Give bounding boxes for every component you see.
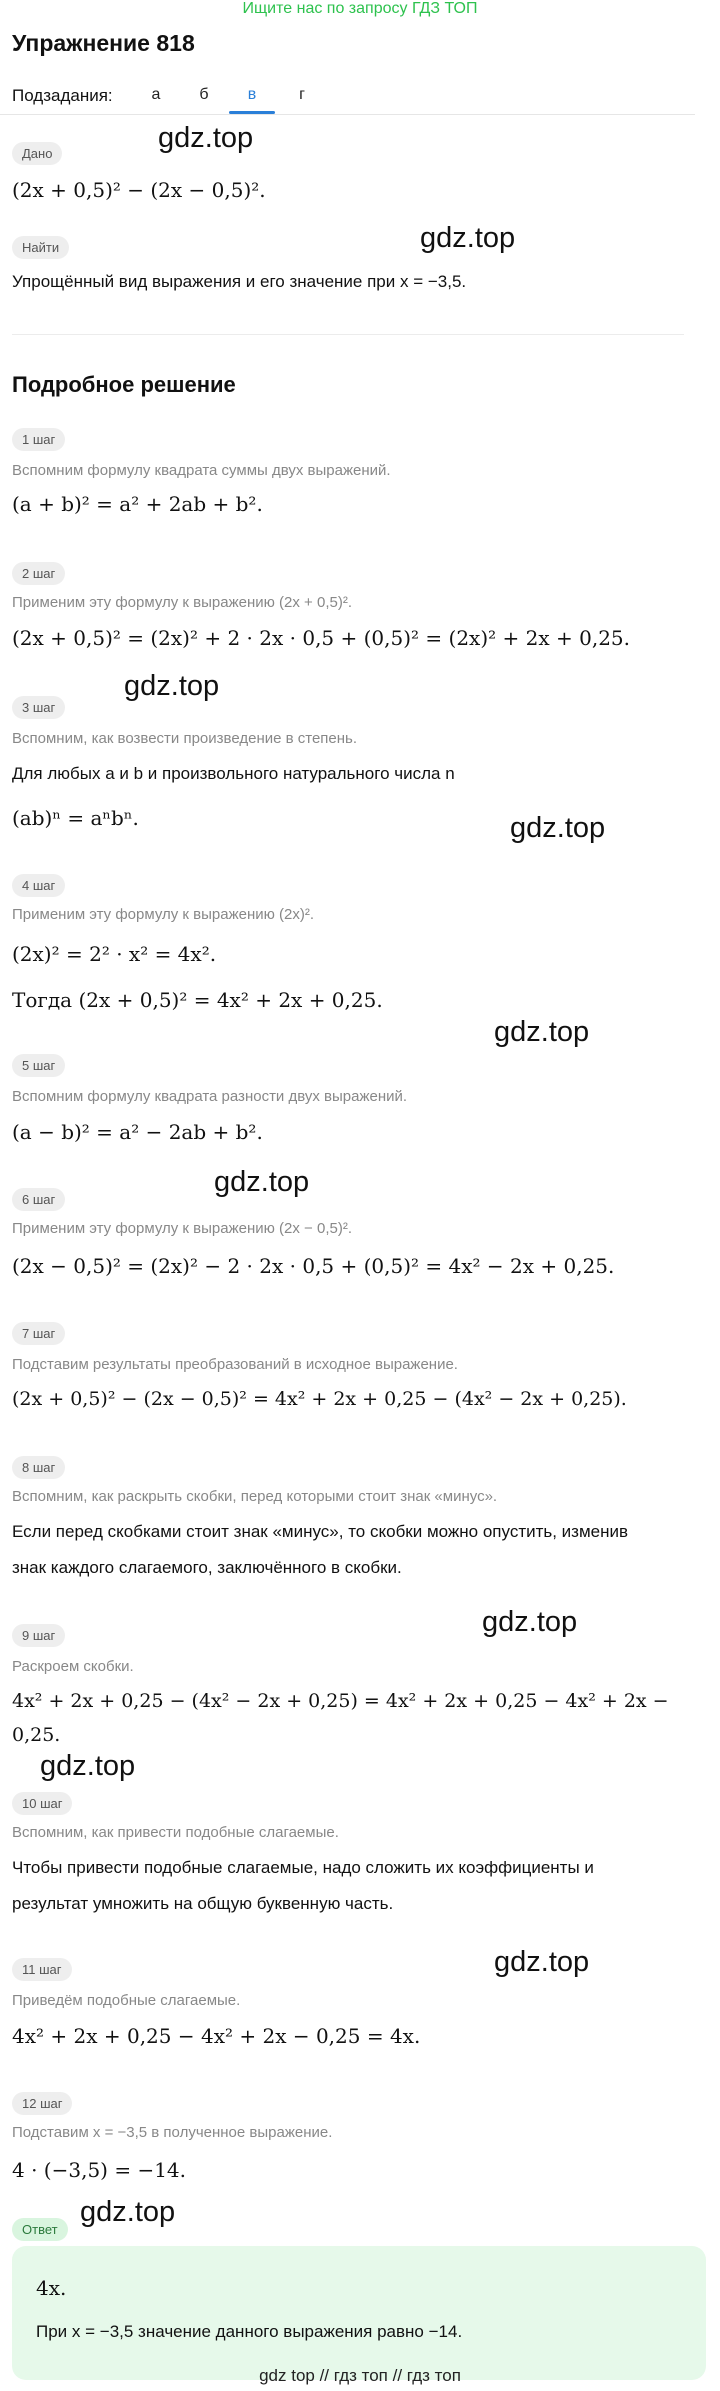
step-badge: 8 шаг (12, 1456, 65, 1479)
answer-expression: 4x. (36, 2276, 67, 2300)
answer-box (12, 2246, 706, 2380)
watermark: gdz.top (158, 122, 254, 154)
step-badge: 5 шаг (12, 1054, 65, 1077)
step-badge: 10 шаг (12, 1792, 72, 1815)
step-text: Если перед скобками стоит знак «минус», то скобки можно опустить, изменив (12, 1522, 629, 1541)
step-text: знак каждого слагаемого, заключённого в скобки. (12, 1558, 402, 1577)
watermark: gdz.top (494, 1016, 590, 1048)
given-badge: Дано (12, 142, 62, 165)
find-badge: Найти (12, 236, 69, 259)
find-text: Упрощённый вид выражения и его значение при x = −3,5. (12, 272, 467, 291)
step-badge: 4 шаг (12, 874, 65, 897)
watermark: gdz.top (80, 2196, 176, 2228)
step-formula: (a + b)² = a² + 2ab + b². (12, 492, 263, 516)
step-formula: 4 · (−3,5) = −14. (12, 2158, 187, 2182)
footer-links[interactable]: gdz top // гдз топ // гдз топ (259, 2366, 461, 2385)
step-formula: (2x − 0,5)² = (2x)² − 2 · 2x · 0,5 + (0,5)² = 4x² − 2x + 0,25. (12, 1254, 615, 1278)
search-banner[interactable]: Ищите нас по запросу ГДЗ ТОП (242, 0, 478, 17)
step-note: Подставим x = −3,5 в полученное выражение. (12, 2124, 333, 2141)
step-formula: 4x² + 2x + 0,25 − 4x² + 2x − 0,25 = 4x. (12, 2024, 421, 2048)
step-formula: (a − b)² = a² − 2ab + b². (12, 1120, 263, 1144)
step-note: Применим эту формулу к выражению (2x)². (12, 906, 315, 923)
given-expression: (2x + 0,5)² − (2x − 0,5)². (12, 178, 266, 202)
step-formula: (2x + 0,5)² = (2x)² + 2 · 2x · 0,5 + (0,5)² = (2x)² + 2x + 0,25. (12, 626, 630, 650)
step-badge: 2 шаг (12, 562, 65, 585)
tab-b[interactable]: б (199, 86, 209, 103)
subtasks-label: Подзадания: (12, 86, 113, 105)
step-note: Вспомним, как раскрыть скобки, перед которыми стоит знак «минус». (12, 1488, 498, 1505)
step-note: Подставим результаты преобразований в исходное выражение. (12, 1356, 458, 1373)
watermark: gdz.top (420, 222, 516, 254)
step-note: Раскроем скобки. (12, 1658, 134, 1675)
step-text: Чтобы привести подобные слагаемые, надо сложить их коэффициенты и (12, 1858, 594, 1877)
tab-g[interactable]: г (299, 86, 305, 103)
step-badge: 9 шаг (12, 1624, 65, 1647)
step-formula: (2x)² = 2² · x² = 4x². (12, 942, 217, 966)
step-badge: 6 шаг (12, 1188, 65, 1211)
watermark: gdz.top (510, 812, 606, 844)
step-note: Вспомним формулу квадрата разности двух выражений. (12, 1088, 408, 1105)
watermark: gdz.top (124, 670, 220, 702)
step-note: Приведём подобные слагаемые. (12, 1992, 241, 2009)
step-note: Вспомним формулу квадрата суммы двух выражений. (12, 462, 391, 479)
watermark: gdz.top (214, 1166, 310, 1198)
step-text: Для любых a и b и произвольного натурального числа n (12, 764, 455, 783)
step-badge: 11 шаг (12, 1958, 72, 1981)
answer-text: При x = −3,5 значение данного выражения равно −14. (36, 2322, 463, 2341)
step-note: Применим эту формулу к выражению (2x − 0,5)². (12, 1220, 352, 1237)
answer-badge: Ответ (12, 2218, 68, 2241)
watermark: gdz.top (494, 1946, 590, 1978)
tab-a[interactable]: а (151, 86, 161, 103)
step-badge: 1 шаг (12, 428, 65, 451)
step-note: Применим эту формулу к выражению (2x + 0,5)². (12, 594, 352, 611)
tabs-divider (0, 114, 695, 115)
step-formula: 4x² + 2x + 0,25 − (4x² − 2x + 0,25) = 4x² + 2x + 0,25 − 4x² + 2x − (12, 1690, 669, 1712)
section-divider (12, 334, 684, 335)
step-badge: 12 шаг (12, 2092, 72, 2115)
page-title: Упражнение 818 (12, 30, 195, 56)
step-note: Вспомним, как возвести произведение в степень. (12, 730, 358, 747)
watermark: gdz.top (40, 1750, 136, 1782)
step-formula: Тогда (2x + 0,5)² = 4x² + 2x + 0,25. (12, 988, 383, 1012)
solution-title: Подробное решение (12, 372, 236, 397)
step-badge: 3 шаг (12, 696, 65, 719)
step-formula: 0,25. (12, 1724, 61, 1746)
tab-v-active[interactable]: в (247, 86, 257, 103)
step-formula: (2x + 0,5)² − (2x − 0,5)² = 4x² + 2x + 0,25 − (4x² − 2x + 0,25). (12, 1388, 627, 1410)
step-formula: (ab)ⁿ = aⁿbⁿ. (12, 806, 139, 830)
step-note: Вспомним, как привести подобные слагаемые. (12, 1824, 339, 1841)
step-text: результат умножить на общую буквенную часть. (12, 1894, 394, 1913)
step-badge: 7 шаг (12, 1322, 65, 1345)
watermark: gdz.top (482, 1606, 578, 1638)
